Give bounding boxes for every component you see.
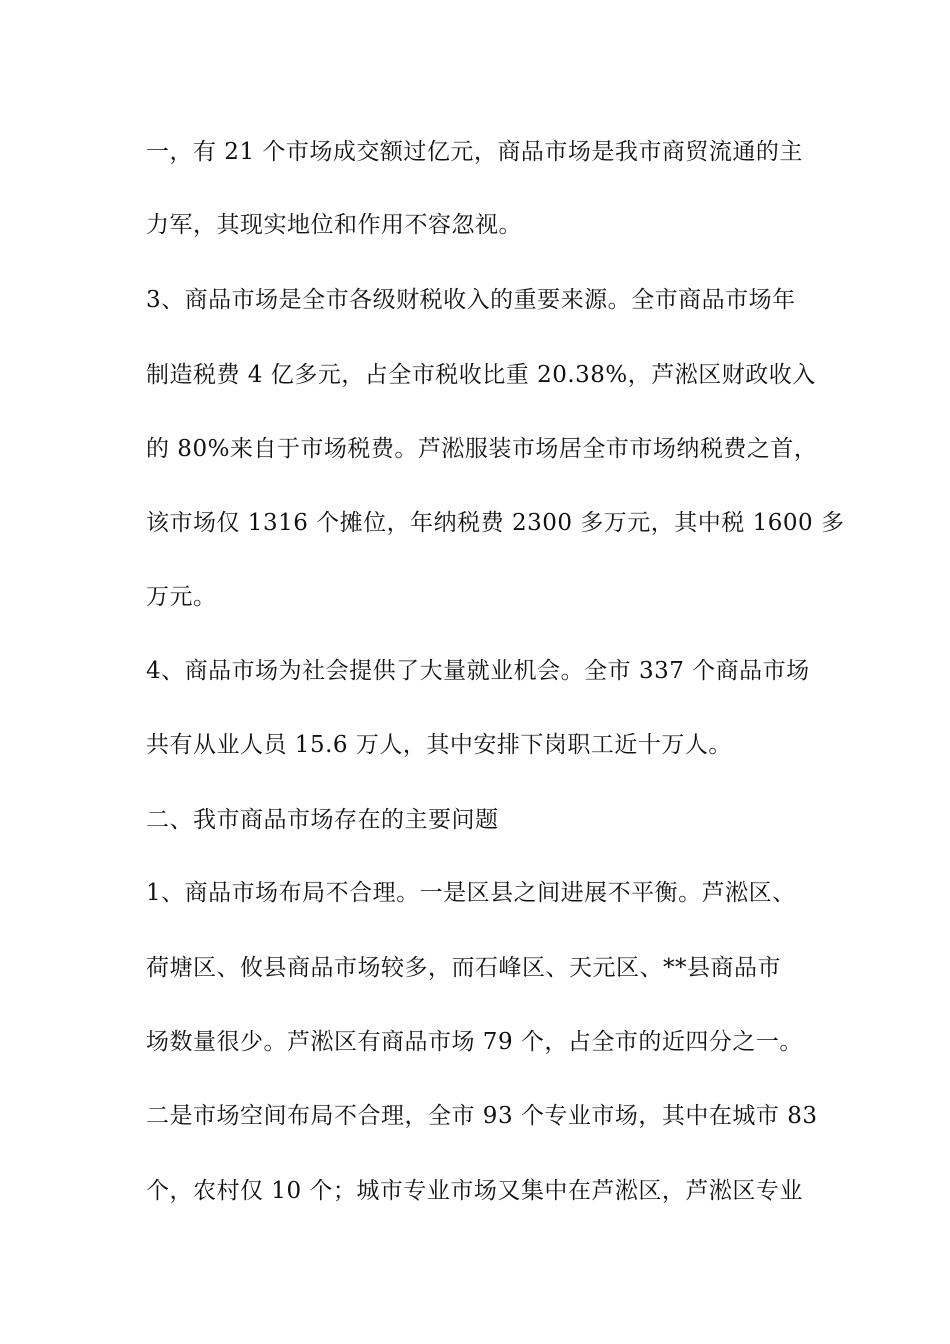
text-line: 1、商品市场布局不合理。一是区县之间进展不平衡。芦淞区、 [146,880,796,906]
text-line: 个，农村仅 10 个；城市专业市场又集中在芦淞区，芦淞区专业 [146,1178,803,1204]
text-line: 4、商品市场为社会提供了大量就业机会。全市 337 个商品市场 [146,658,810,684]
text-line: 力军，其现实地位和作用不容忽视。 [146,212,522,238]
section-heading: 二、我市商品市场存在的主要问题 [146,807,499,833]
text-line: 荷塘区、攸县商品市场较多，而石峰区、天元区、**县商品市 [146,955,781,981]
text-line: 该市场仅 1316 个摊位，年纳税费 2300 多万元，其中税 1600 多 [146,510,845,536]
text-line: 万元。 [146,584,217,610]
text-line: 3、商品市场是全市各级财税收入的重要来源。全市商品市场年 [146,287,796,313]
text-line: 制造税费 4 亿多元，占全市税收比重 20.38%，芦淞区财政收入 [146,362,816,388]
text-line: 一，有 21 个市场成交额过亿元，商品市场是我市商贸流通的主 [146,139,803,165]
text-line: 二是市场空间布局不合理，全市 93 个专业市场，其中在城市 83 [146,1103,818,1129]
text-line: 共有从业人员 15.6 万人，其中安排下岗职工近十万人。 [146,732,732,758]
text-line: 的 80%来自于市场税费。芦淞服装市场居全市市场纳税费之首， [146,436,818,462]
text-line: 场数量很少。芦淞区有商品市场 79 个，占全市的近四分之一。 [146,1029,803,1055]
